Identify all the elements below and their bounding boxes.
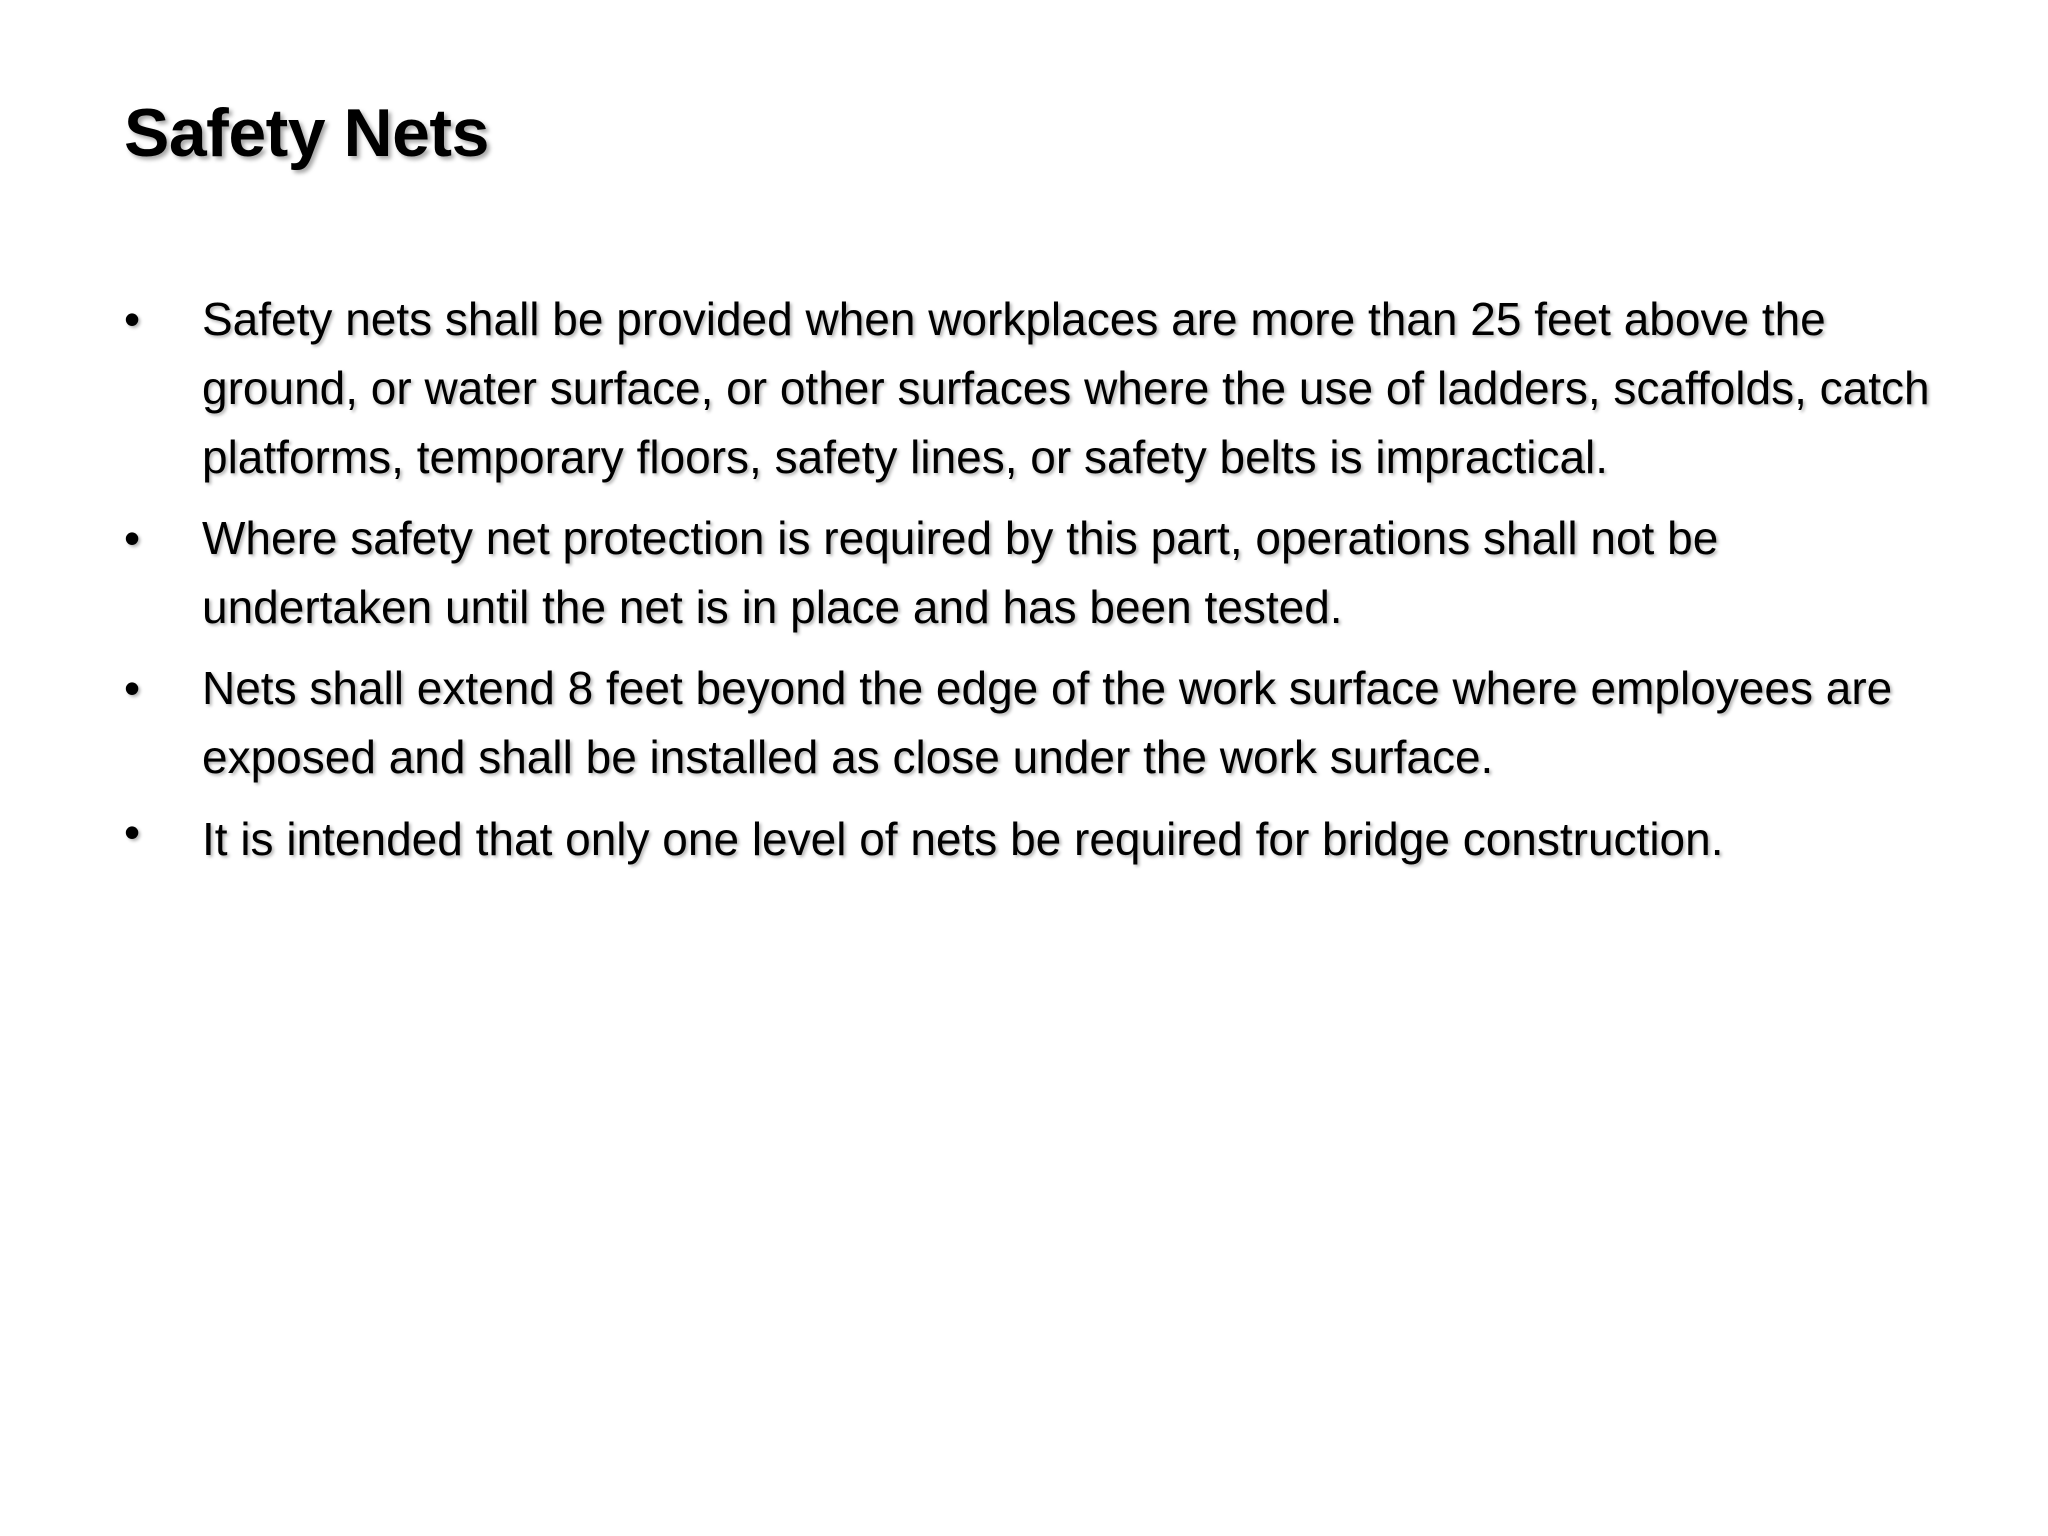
bullet-item: [124, 654, 1954, 792]
bullet-icon: •: [124, 293, 141, 345]
bullet-text: Safety nets shall be provided when workplaces are more than 25 feet above the ground, or water surface, or other surfaces where the use of ladders, scaffolds, catch platforms, temporary floors, safety lines, or safety belts is impractical.: [202, 293, 1930, 483]
bullet-icon: •: [124, 512, 141, 564]
bullet-item: [124, 285, 1954, 492]
slide-title: Safety Nets: [124, 95, 489, 171]
bullet-item: [124, 798, 1954, 880]
bullet-text: Where safety net protection is required by this part, operations shall not be undertaken until the net is in place and has been tested.: [202, 512, 1719, 633]
bullet-item: [124, 504, 1954, 642]
bullet-icon: •: [124, 806, 141, 858]
bullet-list: [124, 285, 1954, 892]
bullet-text: It is intended that only one level of nets be required for bridge construction.: [202, 813, 1724, 865]
bullet-text: Nets shall extend 8 feet beyond the edge of the work surface where employees are exposed and shall be installed as close under the work surface.: [202, 662, 1893, 783]
bullet-icon: •: [124, 662, 141, 714]
